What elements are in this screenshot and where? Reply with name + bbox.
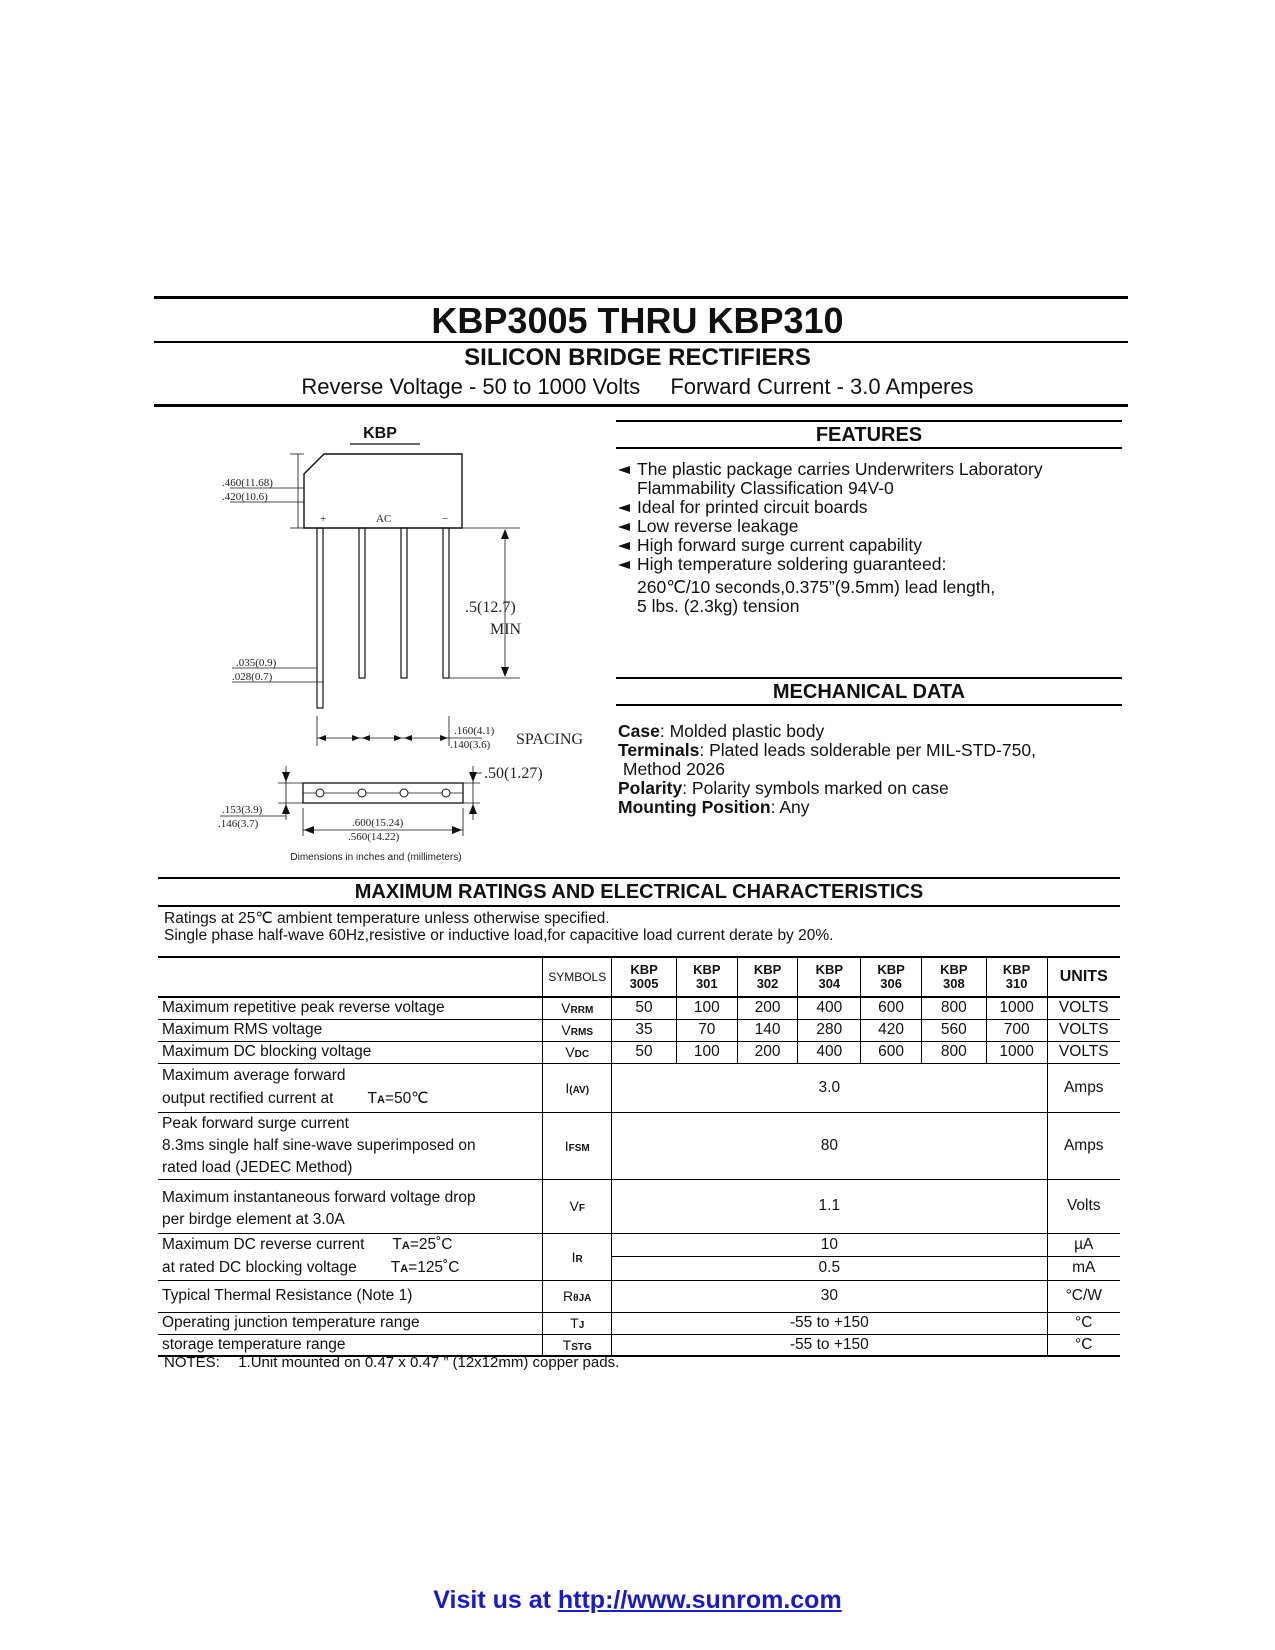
feature-item: The plastic package carries Underwriters Laboratory	[618, 460, 1043, 479]
table-row-iav: Maximum average forward output rectified current at TA=50℃ I(AV) 3.0 Amps	[158, 1063, 1120, 1112]
dimensions-caption: Dimensions in inches and (millimeters)	[290, 852, 462, 863]
device-col-3005: KBP 3005	[612, 957, 677, 997]
mech-terminals: Terminals: Plated leads solderable per MIL-STD-750,	[618, 740, 1036, 760]
table-row-vrms: Maximum RMS voltage VRMS 35 70 140 280 420 560 700 VOLTS	[158, 1019, 1120, 1041]
ratings-notes	[164, 910, 833, 944]
table-row-ir-1: Maximum DC reverse current TA=25˚C at rated DC blocking voltage TA=125˚C IR 10 µA	[158, 1233, 1120, 1257]
ratings-rule-bottom	[158, 905, 1120, 907]
width-dim-b: .560(14.22)	[348, 831, 400, 843]
footer	[0, 1586, 1275, 1615]
mech-polarity: Polarity: Polarity symbols marked on case	[618, 778, 949, 798]
spacing-dim-b: .140(3.6)	[450, 739, 491, 751]
ratings-summary	[0, 374, 1275, 400]
header-bottom-rule	[154, 404, 1128, 407]
mechanical-data	[618, 722, 1036, 817]
table-row-rth: Typical Thermal Resistance (Note 1) RθJA 30 °C/W	[158, 1280, 1120, 1312]
page-title: KBP3005 THRU KBP310	[431, 300, 844, 341]
device-col-304: KBP 304	[798, 957, 861, 997]
feature-item-cont: 260℃/10 seconds,0.375”(9.5mm) lead length,	[637, 577, 996, 597]
table-row-ifsm: Peak forward surge current 8.3ms single half sine-wave superimposed on rated load (JEDEC Method) IFSM 80 Amps	[158, 1112, 1120, 1179]
forward-current-summary: Forward Current - 3.0 Amperes	[670, 374, 974, 399]
features-list	[618, 460, 1043, 616]
mechanical-heading: MECHANICAL DATA	[772, 681, 966, 703]
package-diagram	[200, 416, 600, 866]
device-col-306: KBP 306	[861, 957, 922, 997]
notes-label: NOTES:	[164, 1354, 220, 1371]
lead-4	[443, 528, 449, 678]
reverse-voltage-summary: Reverse Voltage - 50 to 1000 Volts	[301, 374, 641, 399]
spacing-dim-a: .160(4.1)	[454, 725, 495, 737]
lead-length-dim-b: MIN	[490, 621, 522, 638]
lead-1	[317, 528, 323, 708]
page-subtitle: SILICON BRIDGE RECTIFIERS	[464, 344, 811, 371]
ratings-rule-top	[158, 877, 1120, 879]
table-row-vf: Maximum instantaneous forward voltage drop per birdge element at 3.0A VF 1.1 Volts	[158, 1179, 1120, 1233]
lead-dia-dim-b: .028(0.7)	[232, 671, 273, 683]
units-header: UNITS	[1047, 957, 1120, 997]
table-row-tj: Operating junction temperature range TJ -55 to +150 °C	[158, 1312, 1120, 1334]
lead-dia-dim-a: .035(0.9)	[236, 657, 277, 669]
pin-plus-label: +	[320, 513, 327, 525]
body-thick-dim-b: .146(3.7)	[218, 818, 259, 830]
spacing-label: SPACING	[516, 731, 583, 748]
lead-3	[401, 528, 407, 678]
feature-item: High temperature soldering guaranteed:	[618, 555, 1043, 574]
lead-length-dim-a: .5(12.7)	[465, 599, 516, 616]
mech-rule-top	[616, 677, 1122, 679]
table-row-tstg: storage temperature range TSTG -55 to +150 °C	[158, 1334, 1120, 1356]
mech-case: Case: Molded plastic body	[618, 721, 825, 741]
mech-mounting: Mounting Position: Any	[618, 797, 810, 817]
feature-item: Low reverse leakage	[618, 517, 1043, 536]
pin-minus-label: −	[442, 513, 449, 525]
table-row-vdc: Maximum DC blocking voltage VDC 50 100 200 400 600 800 1000 VOLTS	[158, 1041, 1120, 1063]
feature-item: Ideal for printed circuit boards	[618, 498, 1043, 517]
body-thick-dim-a: .153(3.9)	[222, 804, 263, 816]
ratings-note-1: Ratings at 25℃ ambient temperature unless otherwise specified.	[164, 910, 610, 927]
height-dim-a: .460(11.68)	[222, 477, 273, 489]
lead-2	[359, 528, 365, 678]
ratings-note-2: Single phase half-wave 60Hz,resistive or inductive load,for capacitive load current derate by 20%.	[164, 927, 834, 944]
table-row-vrrm: Maximum repetitive peak reverse voltage VRRM 50 100 200 400 600 800 1000 VOLTS	[158, 997, 1120, 1019]
table-row-ir-2: 0.5 mA	[158, 1257, 1120, 1281]
symbols-header: SYMBOLS	[543, 957, 612, 997]
notes-text: 1.Unit mounted on 0.47 x 0.47 ” (12x12mm) copper pads.	[238, 1354, 620, 1371]
pin-ac-label: AC	[376, 513, 392, 525]
package-label: KBP	[363, 425, 397, 442]
device-col-310: KBP 310	[986, 957, 1047, 997]
width-dim-a: .600(15.24)	[352, 817, 404, 829]
feature-item: High forward surge current capability	[618, 536, 1043, 555]
device-col-308: KBP 308	[921, 957, 986, 997]
notes	[164, 1354, 619, 1371]
features-rule-bottom	[616, 447, 1122, 449]
footer-prefix: Visit us at	[433, 1586, 558, 1614]
feature-item-cont: 5 lbs. (2.3kg) tension	[637, 596, 800, 616]
features-rule-top	[616, 420, 1122, 422]
title-rule	[154, 341, 1128, 343]
ratings-heading: MAXIMUM RATINGS AND ELECTRICAL CHARACTERISTICS	[354, 881, 924, 903]
feature-item-cont: Flammability Classification 94V-0	[637, 478, 894, 498]
top-rule	[154, 296, 1128, 299]
device-col-302: KBP 302	[737, 957, 798, 997]
mech-terminals-cont: Method 2026	[618, 759, 726, 779]
features-heading: FEATURES	[815, 424, 923, 446]
ratings-table	[158, 956, 1120, 1357]
device-col-301: KBP 301	[676, 957, 737, 997]
mech-rule-bottom	[616, 704, 1122, 706]
height-dim-b: .420(10.6)	[222, 491, 268, 503]
thickness-dim: .50(1.27)	[484, 765, 543, 782]
footer-link[interactable]: http://www.sunrom.com	[557, 1586, 842, 1614]
table-header-row	[158, 957, 1120, 997]
